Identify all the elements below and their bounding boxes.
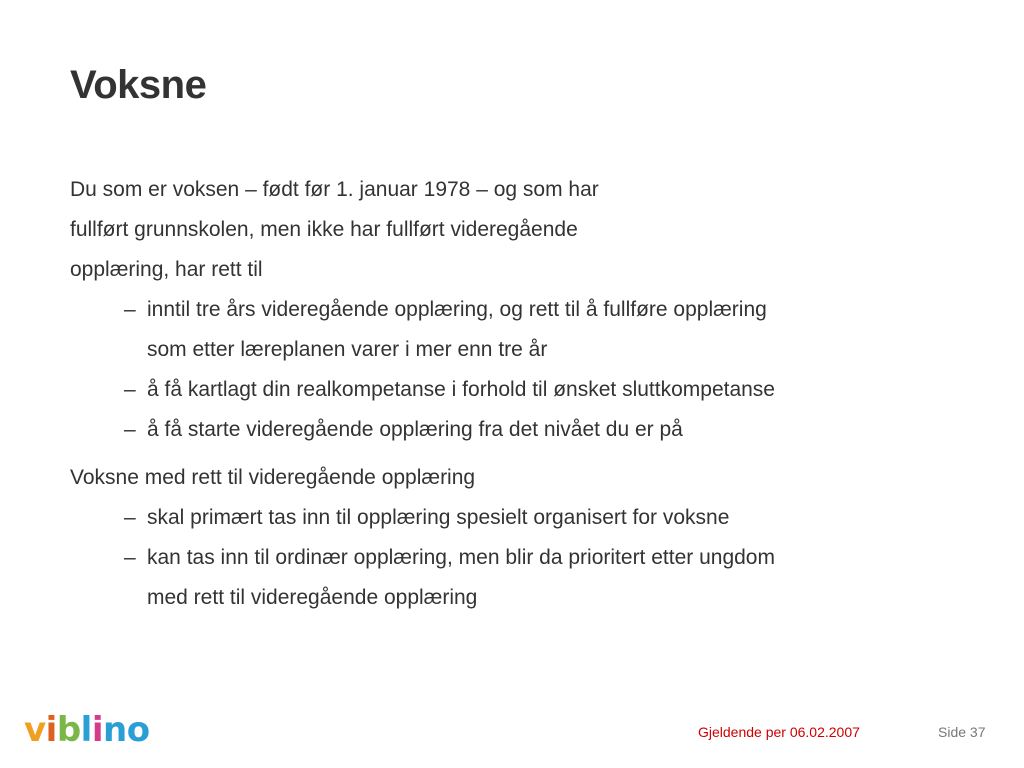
logo-letter: b	[56, 710, 81, 750]
bullet-dash: –	[124, 546, 136, 569]
bullet-item	[70, 290, 970, 370]
slide-footer	[0, 700, 1024, 760]
bullet-dash: –	[124, 506, 136, 529]
paragraph-line: Du som er voksen – født før 1. januar 1978 – og som har	[70, 178, 599, 201]
bullet-item	[70, 538, 970, 618]
slide-body	[70, 170, 970, 618]
logo-letter: n	[102, 710, 127, 750]
paragraph-2	[70, 458, 970, 498]
bullet-dash: –	[124, 378, 136, 401]
bullet-item	[70, 498, 970, 538]
bullet-item	[70, 370, 970, 410]
bullet-line: inntil tre års videregående opplæring, og rett til å fullføre opplæring	[147, 298, 767, 321]
bullet-line: å få kartlagt din realkompetanse i forhold til ønsket sluttkompetanse	[147, 378, 775, 401]
paragraph-1	[70, 170, 970, 290]
paragraph-line: fullført grunnskolen, men ikke har fullført videregående	[70, 218, 578, 241]
bullet-list-1	[70, 290, 970, 450]
logo-letter: v	[24, 710, 46, 750]
logo-letter: i	[91, 710, 103, 750]
vilbli-logo	[24, 710, 150, 750]
logo-letter: o	[126, 710, 150, 750]
page-number: Side 37	[938, 724, 986, 740]
bullet-line: med rett til videregående opplæring	[147, 586, 478, 609]
section-spacer	[70, 450, 970, 458]
logo-letter: i	[45, 710, 57, 750]
bullet-line: å få starte videregående opplæring fra det nivået du er på	[147, 418, 683, 441]
bullet-dash: –	[124, 298, 136, 321]
bullet-item	[70, 410, 970, 450]
paragraph-line: opplæring, har rett til	[70, 258, 263, 281]
valid-date-label: Gjeldende per 06.02.2007	[698, 724, 860, 740]
bullet-line: skal primært tas inn til opplæring spesielt organisert for voksne	[147, 506, 730, 529]
bullet-line: som etter læreplanen varer i mer enn tre år	[147, 338, 548, 361]
bullet-line: kan tas inn til ordinær opplæring, men blir da prioritert etter ungdom	[147, 546, 775, 569]
logo-letter: l	[80, 710, 92, 750]
paragraph-line: Voksne med rett til videregående opplæring	[70, 466, 476, 489]
slide-title: Voksne	[70, 63, 207, 107]
bullet-list-2	[70, 498, 970, 618]
bullet-dash: –	[124, 418, 136, 441]
